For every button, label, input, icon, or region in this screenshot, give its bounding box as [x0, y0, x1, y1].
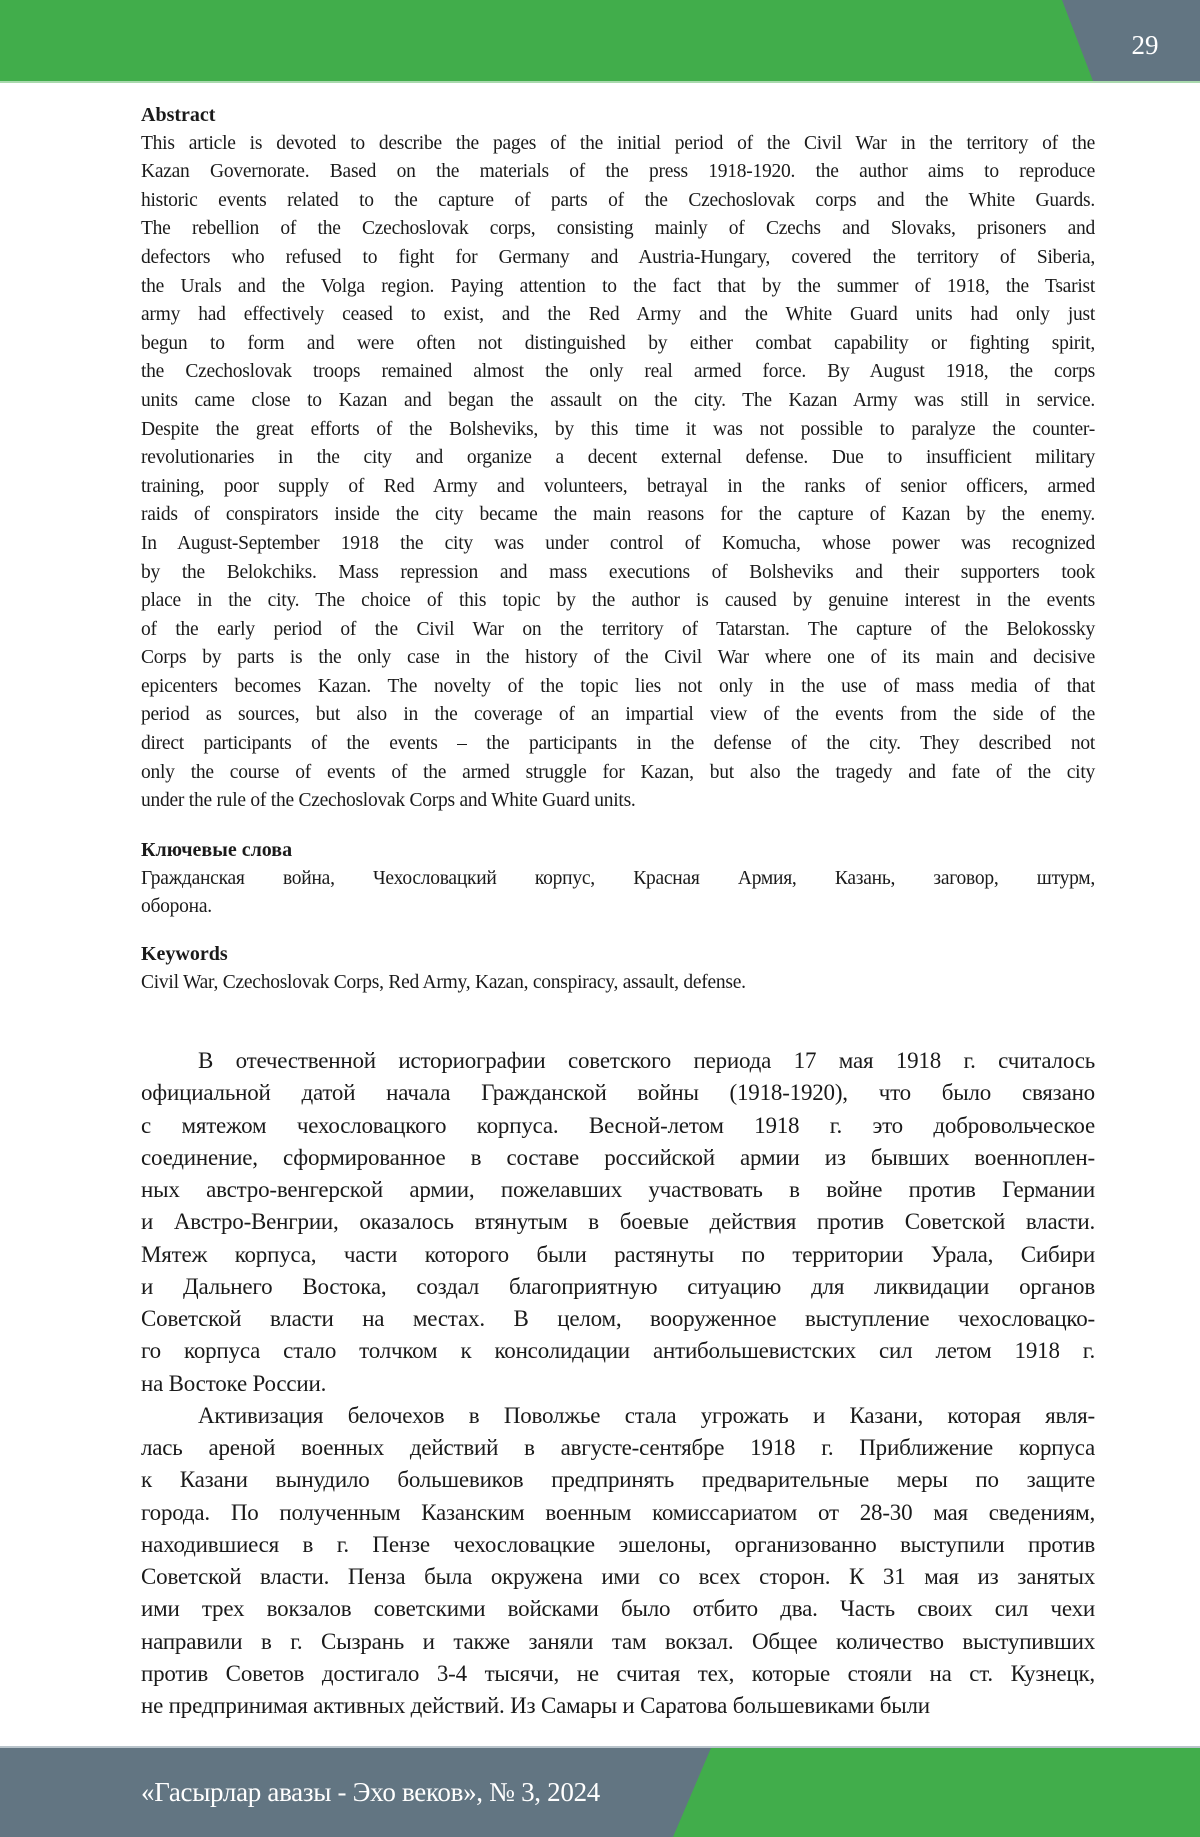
text-line: Civil War, Czechoslovak Corps, Red Army, Kazan, conspiracy, assault, defense. — [141, 969, 1095, 998]
text-line: В отечественной историографии советского периода 17 мая 1918 г. считалось — [141, 1045, 1095, 1077]
abstract-text — [141, 130, 1095, 816]
text-line: находившиеся в г. Пензе чехословацкие эшелоны, организованно выступили против — [141, 1529, 1095, 1561]
paragraph — [141, 1045, 1095, 1400]
text-line: с мятежом чехословацкого корпуса. Весной-летом 1918 г. это добровольческое — [141, 1110, 1095, 1142]
text-line: соединение, сформированное в составе российской армии из бывших военноплен- — [141, 1142, 1095, 1174]
text-line: the Czechoslovak troops remained almost the only real armed force. By August 1918, the corps — [141, 358, 1095, 387]
text-line: Гражданская война, Чехословацкий корпус, Красная Армия, Казань, заговор, штурм, — [141, 865, 1095, 894]
text-line: против Советов достигало 3-4 тысячи, не считая тех, которые стояли на ст. Кузнецк, — [141, 1658, 1095, 1690]
text-line: Мятеж корпуса, части которого были растянуты по территории Урала, Сибири — [141, 1239, 1095, 1271]
text-line: официальной датой начала Гражданской войны (1918-1920), что было связано — [141, 1077, 1095, 1109]
journal-citation: «Гасырлар авазы - Эхо веков», № 3, 2024 — [141, 1777, 600, 1807]
text-line: The rebellion of the Czechoslovak corps, consisting mainly of Czechs and Slovaks, prisoners and — [141, 215, 1095, 244]
text-line: direct participants of the events – the participants in the defense of the city. They described not — [141, 730, 1095, 759]
text-line: of the early period of the Civil War on the territory of Tatarstan. The capture of the Belokossky — [141, 616, 1095, 645]
text-line: place in the city. The choice of this topic by the author is caused by genuine interest in the events — [141, 587, 1095, 616]
text-line: не предпринимая активных действий. Из Самары и Саратова большевиками были — [141, 1690, 1095, 1722]
text-line: к Казани вынудило большевиков предпринять предварительные меры по защите — [141, 1464, 1095, 1496]
page-header — [0, 0, 1200, 83]
page-footer — [0, 1746, 1200, 1837]
text-line: period as sources, but also in the coverage of an impartial view of the events from the side of the — [141, 701, 1095, 730]
keywords-en-section — [141, 940, 1095, 997]
text-line: на Востоке России. — [141, 1368, 1095, 1400]
text-line: лась ареной военных действий в августе-сентябре 1918 г. Приближение корпуса — [141, 1432, 1095, 1464]
text-line: This article is devoted to describe the pages of the initial period of the Civil War in the territory of the — [141, 130, 1095, 159]
article-body — [141, 1045, 1095, 1722]
paragraph — [141, 1400, 1095, 1723]
text-line: Despite the great efforts of the Bolsheviks, by this time it was not possible to paralyze the counter- — [141, 416, 1095, 445]
text-line: оборона. — [141, 893, 1095, 922]
text-line: by the Belokchiks. Mass repression and mass executions of Bolsheviks and their supporters took — [141, 559, 1095, 588]
text-line: Kazan Governorate. Based on the materials of the press 1918-1920. the author aims to reproduce — [141, 158, 1095, 187]
abstract-heading: Abstract — [141, 101, 1095, 130]
text-line: epicenters becomes Kazan. The novelty of the topic lies not only in the use of mass media of that — [141, 673, 1095, 702]
text-line: under the rule of the Czechoslovak Corps and White Guard units. — [141, 787, 1095, 816]
keywords-en-text — [141, 969, 1095, 998]
text-line: revolutionaries in the city and organize a decent external defense. Due to insufficient military — [141, 444, 1095, 473]
keywords-ru-section — [141, 836, 1095, 922]
text-line: ими трех вокзалов советскими войсками было отбито два. Часть своих сил чехи — [141, 1593, 1095, 1625]
text-line: raids of conspirators inside the city became the main reasons for the capture of Kazan by the enemy. — [141, 501, 1095, 530]
text-line: In August-September 1918 the city was under control of Komucha, whose power was recognized — [141, 530, 1095, 559]
text-line: historic events related to the capture of parts of the Czechoslovak corps and the White Guards. — [141, 187, 1095, 216]
text-line: begun to form and were often not distinguished by either combat capability or fighting spirit, — [141, 330, 1095, 359]
text-line: Corps by parts is the only case in the history of the Civil War where one of its main and decisive — [141, 644, 1095, 673]
text-line: го корпуса стало толчком к консолидации антибольшевистских сил летом 1918 г. — [141, 1335, 1095, 1367]
text-line: Советской власти на местах. В целом, вооруженное выступление чехословацко- — [141, 1303, 1095, 1335]
abstract-section — [141, 101, 1095, 816]
text-line: Советской власти. Пенза была окружена ими со всех сторон. К 31 мая из занятых — [141, 1561, 1095, 1593]
text-line: army had effectively ceased to exist, and the Red Army and the White Guard units had only just — [141, 301, 1095, 330]
text-line: ных австро-венгерской армии, пожелавших участвовать в войне против Германии — [141, 1174, 1095, 1206]
text-line: и Австро-Венгрии, оказалось втянутым в боевые действия против Советской власти. — [141, 1206, 1095, 1238]
keywords-ru-text — [141, 865, 1095, 922]
text-line: направили в г. Сызрань и также заняли там вокзал. Общее количество выступивших — [141, 1626, 1095, 1658]
text-line: the Urals and the Volga region. Paying attention to the fact that by the summer of 1918, the Tsarist — [141, 273, 1095, 302]
text-line: defectors who refused to fight for Germany and Austria-Hungary, covered the territory of Siberia, — [141, 244, 1095, 273]
text-line: Активизация белочехов в Поволжье стала угрожать и Казани, которая явля- — [141, 1400, 1095, 1432]
text-line: units came close to Kazan and began the assault on the city. The Kazan Army was still in service. — [141, 387, 1095, 416]
page-number: 29 — [1115, 30, 1175, 60]
text-line: города. По полученным Казанским военным комиссариатом от 28-30 мая сведениям, — [141, 1497, 1095, 1529]
keywords-ru-heading: Ключевые слова — [141, 836, 1095, 865]
text-line: training, poor supply of Red Army and volunteers, betrayal in the ranks of senior officers, armed — [141, 473, 1095, 502]
text-line: only the course of events of the armed struggle for Kazan, but also the tragedy and fate of the city — [141, 759, 1095, 788]
keywords-en-heading: Keywords — [141, 940, 1095, 969]
text-line: и Дальнего Востока, создал благоприятную ситуацию для ликвидации органов — [141, 1271, 1095, 1303]
